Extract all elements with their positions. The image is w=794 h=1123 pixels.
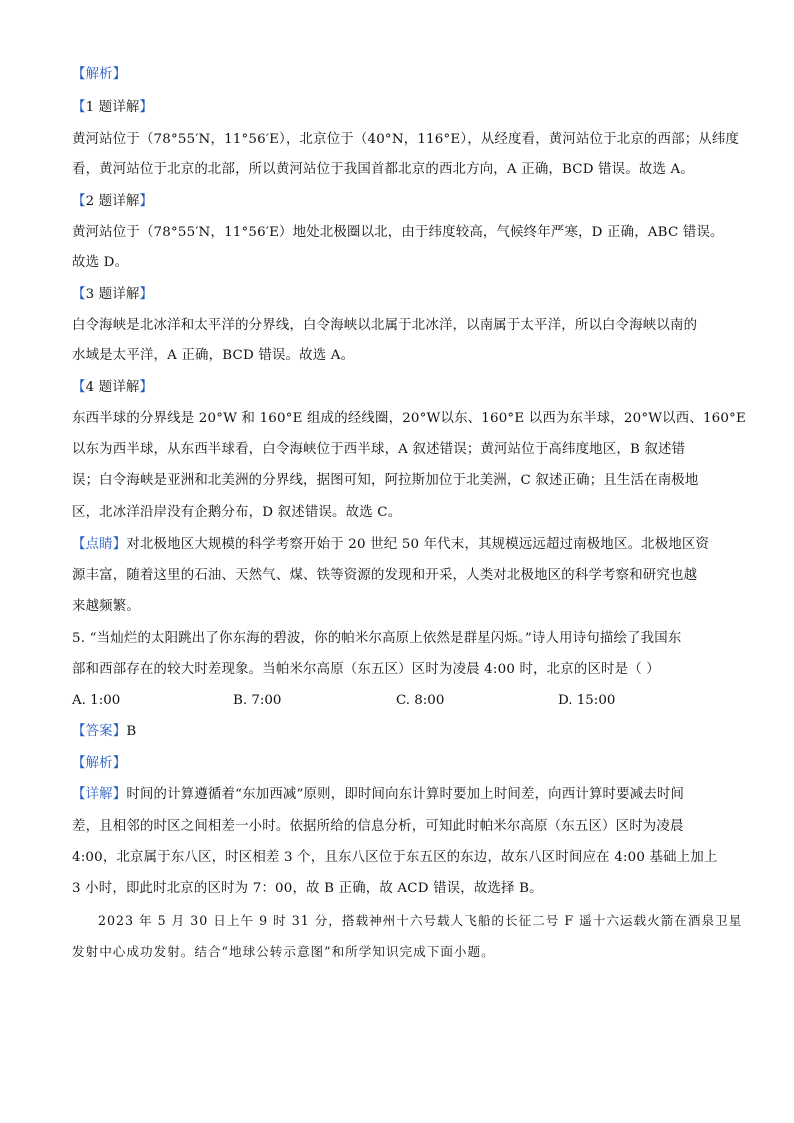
dianjing-line-1: 【点睛】对北极地区大规模的科学考察开始于 20 世纪 50 年代末，其规模远远超过南极地区。北极地区资 [72, 537, 710, 552]
q1-text-line-1: 黄河站位于（78°55′N，11°56′E），北京位于（40°N，116°E），从经度看，黄河站位于北京的西部；从纬度 [72, 132, 740, 147]
q5-stem-line-2: 部和西部存在的较大时差现象。当帕米尔高原（东五区）区时为凌晨 4:00 时，北京的区时是（ ） [72, 662, 660, 677]
q5-detail-line-4: 3 小时，即此时北京的区时为 7：00，故 B 正确，故 ACD 错误，故选择 B。 [72, 881, 543, 896]
q5-detail-line-1: 【详解】时间的计算遵循着“东加西减”原则，即时间向东计算时要加上时间差，向西计算时要减去时间 [72, 787, 685, 802]
dianjing-line-3: 来越频繁。 [72, 599, 140, 614]
q4-text-line-1: 东西半球的分界线是 20°W 和 160°E 组成的经线圈，20°W以东、160°E 以西为东半球，20°W以西、160°E [72, 411, 746, 426]
q4-text-line-3: 误；白令海峡是亚洲和北美洲的分界线，据图可知，阿拉斯加位于北美洲，C 叙述正确；且生活在南极地 [72, 473, 699, 488]
q5-option-b: B. 7:00 [233, 693, 282, 708]
q5-option-d: D. 15:00 [558, 693, 616, 708]
dianjing-line-2: 源丰富，随着这里的石油、天然气、煤、铁等资源的发现和开采，人类对北极地区的科学考察和研究也越 [72, 568, 698, 583]
q5-analysis-heading: 【解析】 [72, 756, 127, 771]
q5-detail-line-3: 4:00，北京属于东八区，时区相差 3 个，且东八区位于东五区的东边，故东八区时间应在 4:00 基础上加上 [72, 850, 718, 865]
q5-detail-line-2: 差，且相邻的时区之间相差一小时。依据所给的信息分析，可知此时帕米尔高原（东五区）区时为凌晨 [72, 819, 684, 834]
q1-text-line-2: 看，黄河站位于北京的北部，所以黄河站位于我国首都北京的西北方向，A 正确，BCD 错误。故选 A。 [72, 162, 694, 177]
next-passage-line-2: 发射中心成功发射。结合“地球公转示意图”和所学知识完成下面小题。 [72, 944, 495, 959]
q2-text-line-1: 黄河站位于（78°55′N，11°56′E）地处北极圈以北，由于纬度较高，气候终年严寒，D 正确，ABC 错误。 [72, 225, 724, 240]
section-heading-jiexi: 【解析】 [72, 67, 127, 82]
q3-text-line-1: 白令海峡是北冰洋和太平洋的分界线，白令海峡以北属于北冰洋，以南属于太平洋，所以白令海峡以南的 [72, 318, 698, 333]
q2-text-line-2: 故选 D。 [72, 255, 129, 270]
q4-heading: 【4 题详解】 [72, 380, 154, 395]
next-passage-line-1: 2023 年 5 月 30 日上午 9 时 31 分，搭载神州十六号载人飞船的长征二号 F 遥十六运载火箭在酒泉卫星 [98, 913, 743, 928]
q3-text-line-2: 水域是太平洋，A 正确，BCD 错误。故选 A。 [72, 348, 355, 363]
q5-stem-line-1: 5. “当灿烂的太阳跳出了你东海的碧波，你的帕米尔高原上依然是群星闪烁。”诗人用诗句描绘了我国东 [72, 631, 682, 646]
q3-heading: 【3 题详解】 [72, 287, 154, 302]
q5-option-a: A. 1:00 [72, 693, 121, 708]
q5-answer: 【答案】B [72, 724, 137, 739]
q5-option-c: C. 8:00 [396, 693, 445, 708]
q1-heading: 【1 题详解】 [72, 100, 154, 115]
q2-heading: 【2 题详解】 [72, 194, 154, 209]
q4-text-line-4: 区，北冰洋沿岸没有企鹅分布，D 叙述错误。故选 C。 [72, 505, 402, 520]
q4-text-line-2: 以东为西半球，从东西半球看，白令海峡位于西半球，A 叙述错误；黄河站位于高纬度地区，B 叙述错 [72, 442, 686, 457]
